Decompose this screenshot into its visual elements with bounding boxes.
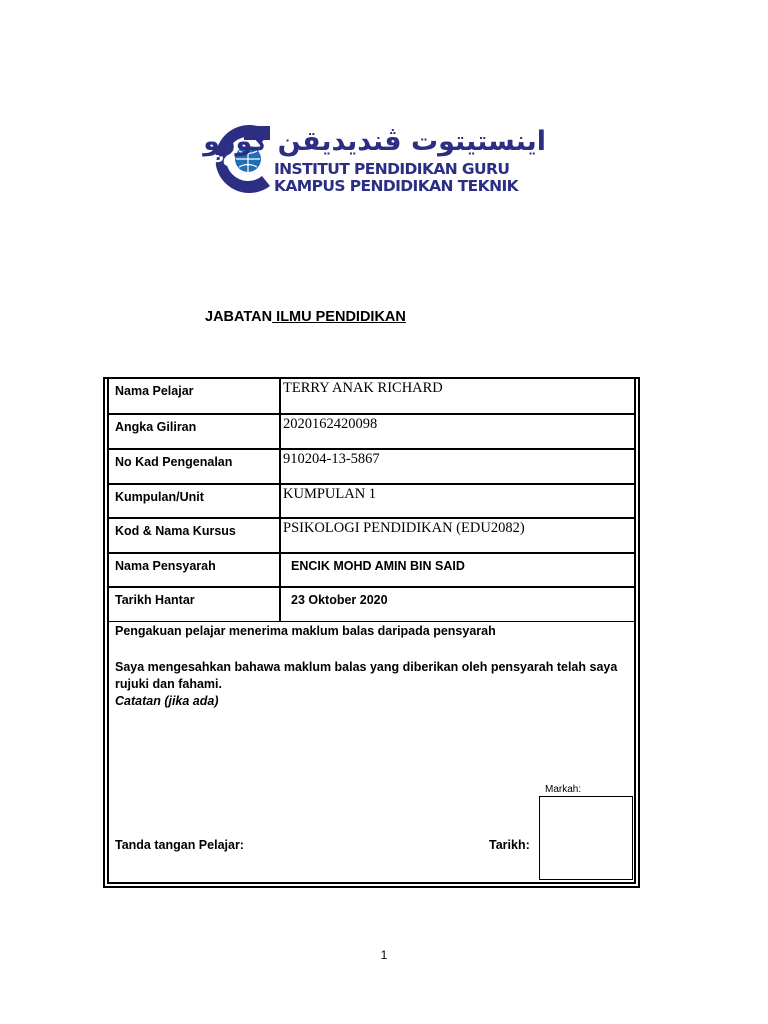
cover-form-table bbox=[103, 377, 640, 888]
institute-logo bbox=[204, 122, 546, 198]
student-name-label: Nama Pelajar bbox=[109, 379, 281, 413]
group-unit-value: KUMPULAN 1 bbox=[283, 486, 377, 502]
index-number-label: Angka Giliran bbox=[109, 415, 281, 448]
table-row bbox=[107, 553, 636, 587]
department-prefix: JABATAN bbox=[205, 309, 273, 325]
table-row bbox=[107, 414, 636, 449]
submission-date-value: 23 Oktober 2020 bbox=[291, 593, 388, 607]
index-number-value: 2020162420098 bbox=[283, 416, 378, 432]
course-label: Kod & Nama Kursus bbox=[109, 519, 281, 552]
group-unit-label: Kumpulan/Unit bbox=[109, 485, 281, 517]
feedback-acknowledgement-section bbox=[107, 621, 636, 884]
department-heading bbox=[205, 309, 406, 325]
table-row bbox=[107, 449, 636, 484]
table-row bbox=[107, 587, 636, 622]
student-name-value: TERRY ANAK RICHARD bbox=[283, 380, 443, 396]
logo-institute-name: INSTITUT PENDIDIKAN GURU bbox=[274, 160, 510, 178]
student-signature-label: Tanda tangan Pelajar: bbox=[115, 838, 244, 852]
lecturer-value: ENCIK MOHD AMIN BIN SAID bbox=[291, 559, 465, 573]
course-value: PSIKOLOGI PENDIDIKAN (EDU2082) bbox=[283, 520, 525, 536]
ic-number-label: No Kad Pengenalan bbox=[109, 450, 281, 483]
submission-date-label: Tarikh Hantar bbox=[109, 588, 281, 621]
page-number: 1 bbox=[380, 948, 388, 962]
logo-arabic-text: اينستيتوت ڤنديديقن ݢورو bbox=[203, 126, 546, 157]
lecturer-label: Nama Pensyarah bbox=[109, 554, 281, 586]
logo-mark-text: iPG bbox=[207, 152, 236, 170]
marks-box[interactable] bbox=[539, 796, 633, 880]
table-row bbox=[107, 518, 636, 553]
table-row bbox=[107, 484, 636, 518]
table-row bbox=[107, 379, 636, 414]
logo-campus-name: KAMPUS PENDIDIKAN TEKNIK bbox=[274, 177, 519, 195]
ic-number-value: 910204-13-5867 bbox=[283, 451, 380, 467]
acknowledgement-confirmation: Saya mengesahkan bahawa maklum balas yang diberikan oleh pensyarah telah saya rujuki dan fahami. bbox=[115, 660, 618, 691]
date-label: Tarikh: bbox=[489, 838, 530, 852]
marks-label: Markah: bbox=[545, 784, 582, 795]
acknowledgement-title: Pengakuan pelajar menerima maklum balas daripada pensyarah bbox=[115, 624, 496, 638]
notes-label: Catatan (jika ada) bbox=[115, 694, 219, 708]
department-name: ILMU PENDIDIKAN bbox=[272, 309, 406, 325]
